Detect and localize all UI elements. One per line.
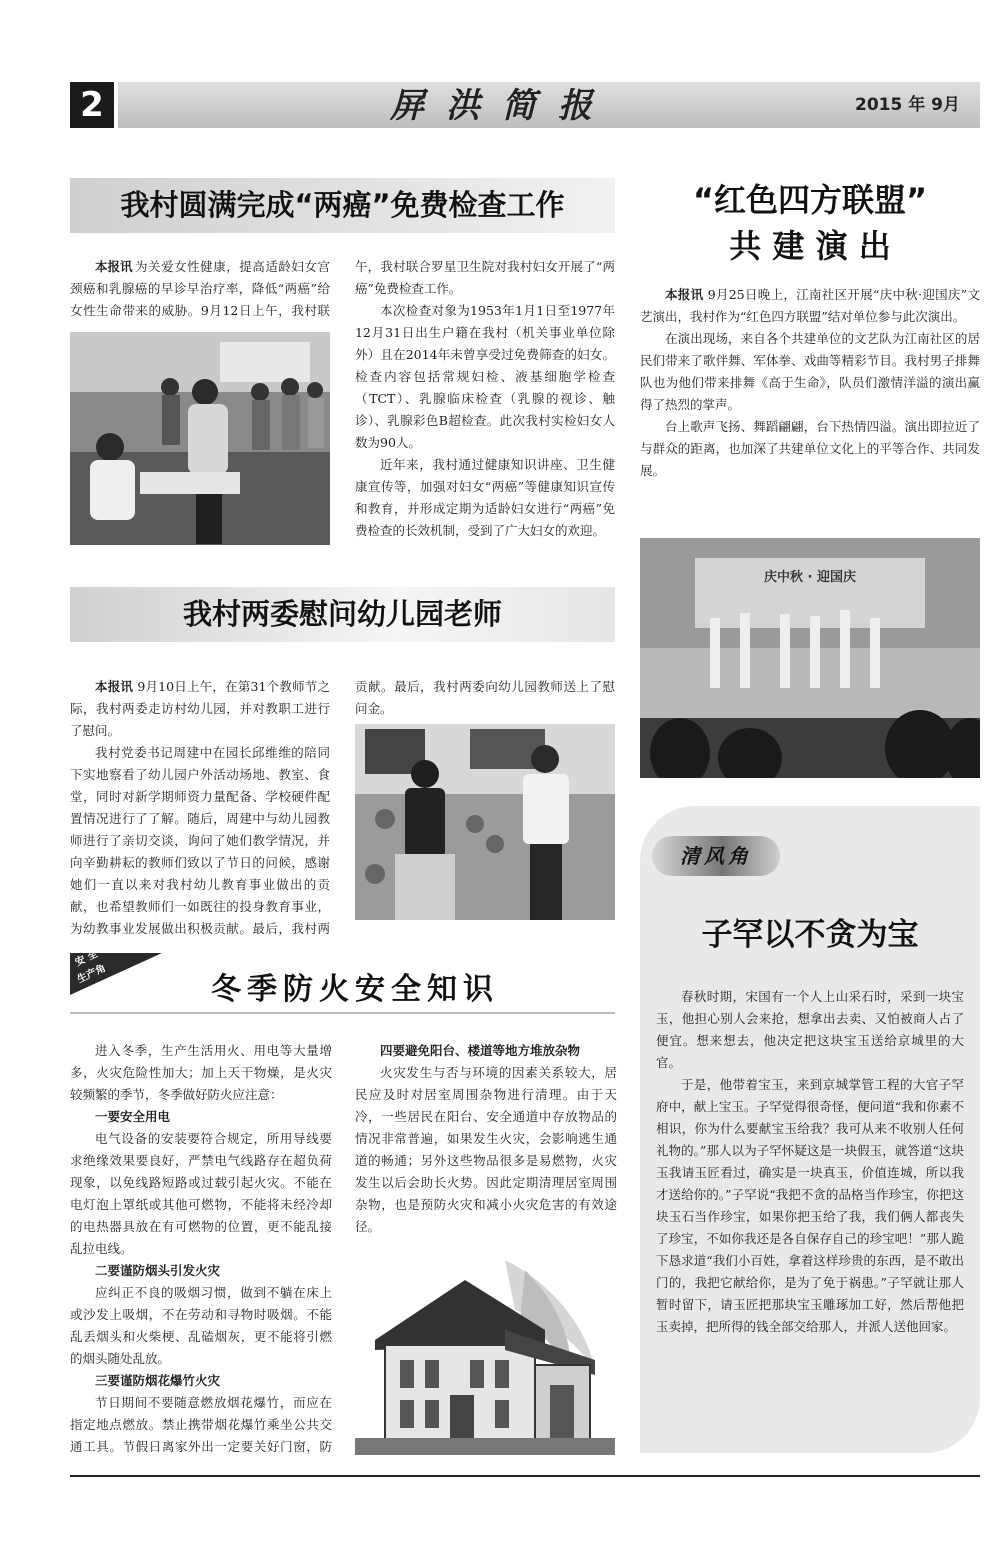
safety-corner-line2: 生产角 <box>75 962 108 986</box>
article3-p2: 我村党委书记周建中在园长邱维维的陪同下实地察看了幼儿园户外活动场地、教室、食堂，同时对新学期师资力量配备、学校硬件配置情况进行了了解。随后，周建中与幼儿园教师进行了亲切交谈，询问了她们教学情况，并向辛勤耕耘的教师们致以了节日的问候，感谢她们一直以来对我村幼儿教育事业做出的贡献，也希望教师们一如既往的投身教育事业，为幼教事业发展做出积极贡献。最后，我村两 <box>70 745 330 936</box>
page-number: 2 <box>80 85 104 125</box>
article2-photo-banner: 庆中秋 · 迎国庆 <box>764 570 856 585</box>
article1-p2: 本次检查对象为1953年1月1日至1977年12月31日出生户籍在我村（机关事业单位除外）且在2014年未曾享受过免费筛查的妇女。检查内容包括常规妇检、液基细胞学检查（TCT）、乳腺临床检查（乳腺的视诊、触诊）、乳腺彩色B超检查。此次我村实检妇女人数为90人。 <box>355 303 615 450</box>
article1-p1-start: 为关爱女性健康，提高适龄妇女宫颈癌和乳腺癌的早诊早治疗率，降低“两癌”给女性生命带来的威胁。9月12日上午，我村联 <box>70 259 330 318</box>
article3-text-col1 <box>70 676 330 942</box>
article5-p1: 春秋时期，宋国有一个人上山采石时，采到一块宝玉，他担心别人会来抢，想拿出去卖、又怕被商人占了便宜。想来想去，他决定把这块宝玉送给京城里的大官。 <box>656 989 964 1070</box>
article2-photo <box>640 538 980 778</box>
clinic-photo-image <box>70 332 330 545</box>
article4-t4: 火灾发生与否与环境的因素关系较大，居民应及时对居室周围杂物进行清理。由于天冷，一些居民在阳台、安全通道中存放物品的情况非常普遍，如果发生火灾，会影响逃生通道的畅通；另外这些物品很多是易燃物，火灾发生以后会助长火势。因此定期清理居室周围杂物，也是预防火灾和减小火灾危害的有效途径。 <box>355 1065 617 1234</box>
article5-text <box>656 986 964 1406</box>
article2-p2: 在演出现场，来自各个共建单位的文艺队为江南社区的居民们带来了歌伴舞、军体拳、戏曲等精彩节目。我村男子排舞队也为他们带来排舞《高于生命》，队员们激情洋溢的演出赢得了热烈的掌声。 <box>640 331 980 412</box>
article1-photo <box>70 332 330 545</box>
article4-intro: 进入冬季，生产生活用火、用电等大量增多，火灾危险性加大；加上天干物燥，是火灾较频繁的季节，冬季做好防火应注意： <box>70 1043 332 1102</box>
article4-text-col1 <box>70 1040 332 1460</box>
burning-house-icon <box>355 1250 615 1455</box>
article2-title-line2: 共 建 演 出 <box>729 227 891 265</box>
masthead-title: 屏洪简报 <box>390 86 614 126</box>
article3-text-col2 <box>355 676 615 720</box>
article2-title-line1: “红色四方联盟” <box>692 181 928 219</box>
article3-lead: 本报讯 <box>95 679 134 694</box>
article3-p1: 9月10日上午，在第31个教师节之际，我村两委走访村幼儿园，并对教职工进行了慰问。 <box>70 679 330 738</box>
article2-p3: 台上歌声飞扬、舞蹈翩翩，台下热情四溢。演出即拉近了与群众的距离，也加深了共建单位文化上的平等合作、共同发展。 <box>640 419 980 478</box>
article1-text-col1 <box>70 256 330 324</box>
safety-corner-line1: 安 全 <box>73 948 100 969</box>
integrity-corner-label: 清风角 <box>680 844 752 868</box>
article2-text <box>640 284 980 520</box>
house-illustration <box>355 1250 615 1455</box>
article3-photo <box>355 724 615 920</box>
article1-title: 我村圆满完成“两癌”免费检查工作 <box>120 188 565 222</box>
article4-h2: 二要谨防烟头引发火灾 <box>95 1263 221 1278</box>
footer-rule <box>70 1475 980 1477</box>
article4-title: 冬季防火安全知识 <box>211 972 499 1007</box>
article2-lead: 本报讯 <box>665 287 704 302</box>
article4-text-col2 <box>355 1040 617 1240</box>
article4-t1: 电气设备的安装要符合规定，所用导线要求绝缘效果要良好，严禁电气线路存在超负荷现象，以免线路短路或过载引起火灾。不能在电灯泡上罩纸或其他可燃物，不能将未经冷却的电热器具放在有可燃物的位置，更不能乱接乱拉电线。 <box>70 1131 332 1256</box>
article4-t2: 应纠正不良的吸烟习惯，做到不躺在床上或沙发上吸烟，不在劳动和寻物时吸烟。不能乱丢烟头和火柴梗、乱磕烟灰，更不能将引燃的烟头随处乱放。 <box>70 1285 332 1366</box>
article4-h3: 三要谨防烟花爆竹火灾 <box>95 1373 221 1388</box>
article1-text-col2 <box>355 256 615 556</box>
article3-title: 我村两委慰问幼儿园老师 <box>182 597 502 631</box>
article2-p1: 9月25日晚上，江南社区开展“庆中秋·迎国庆”文艺演出，我村作为“红色四方联盟”结对单位参与此次演出。 <box>640 287 980 324</box>
article1-p3: 近年来，我村通过健康知识讲座、卫生健康宣传等，加强对妇女“两癌”等健康知识宣传和教育，并形成定期为适龄妇女进行“两癌”免费检查的长效机制，受到了广大妇女的欢迎。 <box>355 457 615 538</box>
kindergarten-photo-image <box>355 724 615 920</box>
article4-t3: 节日期间不要随意燃放烟花爆竹，而应在指定地点燃放。禁止携带烟花爆竹乘坐公共交通工具。节假日离家外出一定要关好门窗，防 <box>70 1395 332 1454</box>
article5-p2: 于是，他带着宝玉，来到京城掌管工程的大官子罕府中，献上宝玉。子罕觉得很奇怪，便问道“我和你素不相识，你为什么要献宝玉给我？我可从来不收别人任何礼物的。”那人以为子罕怀疑这是一块假玉，就答道“这块玉我请玉匠看过，确实是一块真玉，价值连城，所以我才送给你的。”子罕说“我把不贪的品格当作珍宝，你把这块玉石当作珍宝，如果你把玉给了我，我们俩人都丧失了珍宝，不如你我还是各自保存自己的珍宝吧！”那人跪下恳求道“我们小百姓，拿着这样珍贵的东西，是不敢出门的，我把它献给你，是为了免于祸患。”子罕就让那人暂时留下，请玉匠把那块宝玉雕琢加工好，然后帮他把玉卖掉，把所得的钱全部交给那人，并派人送他回家。 <box>656 1077 964 1334</box>
article5-title: 子罕以不贪为宝 <box>701 917 919 953</box>
article1-p1-end: 午，我村联合罗星卫生院对我村妇女开展了“两癌”免费检查工作。 <box>355 259 615 296</box>
article1-lead: 本报讯 <box>95 259 133 274</box>
article3-p2-end: 贡献。最后，我村两委向幼儿园教师送上了慰问金。 <box>355 679 615 716</box>
article4-h4: 四要避免阳台、楼道等地方堆放杂物 <box>380 1043 581 1058</box>
issue-date: 2015 年 9月 <box>855 95 960 115</box>
article4-h1: 一要安全用电 <box>95 1109 171 1124</box>
